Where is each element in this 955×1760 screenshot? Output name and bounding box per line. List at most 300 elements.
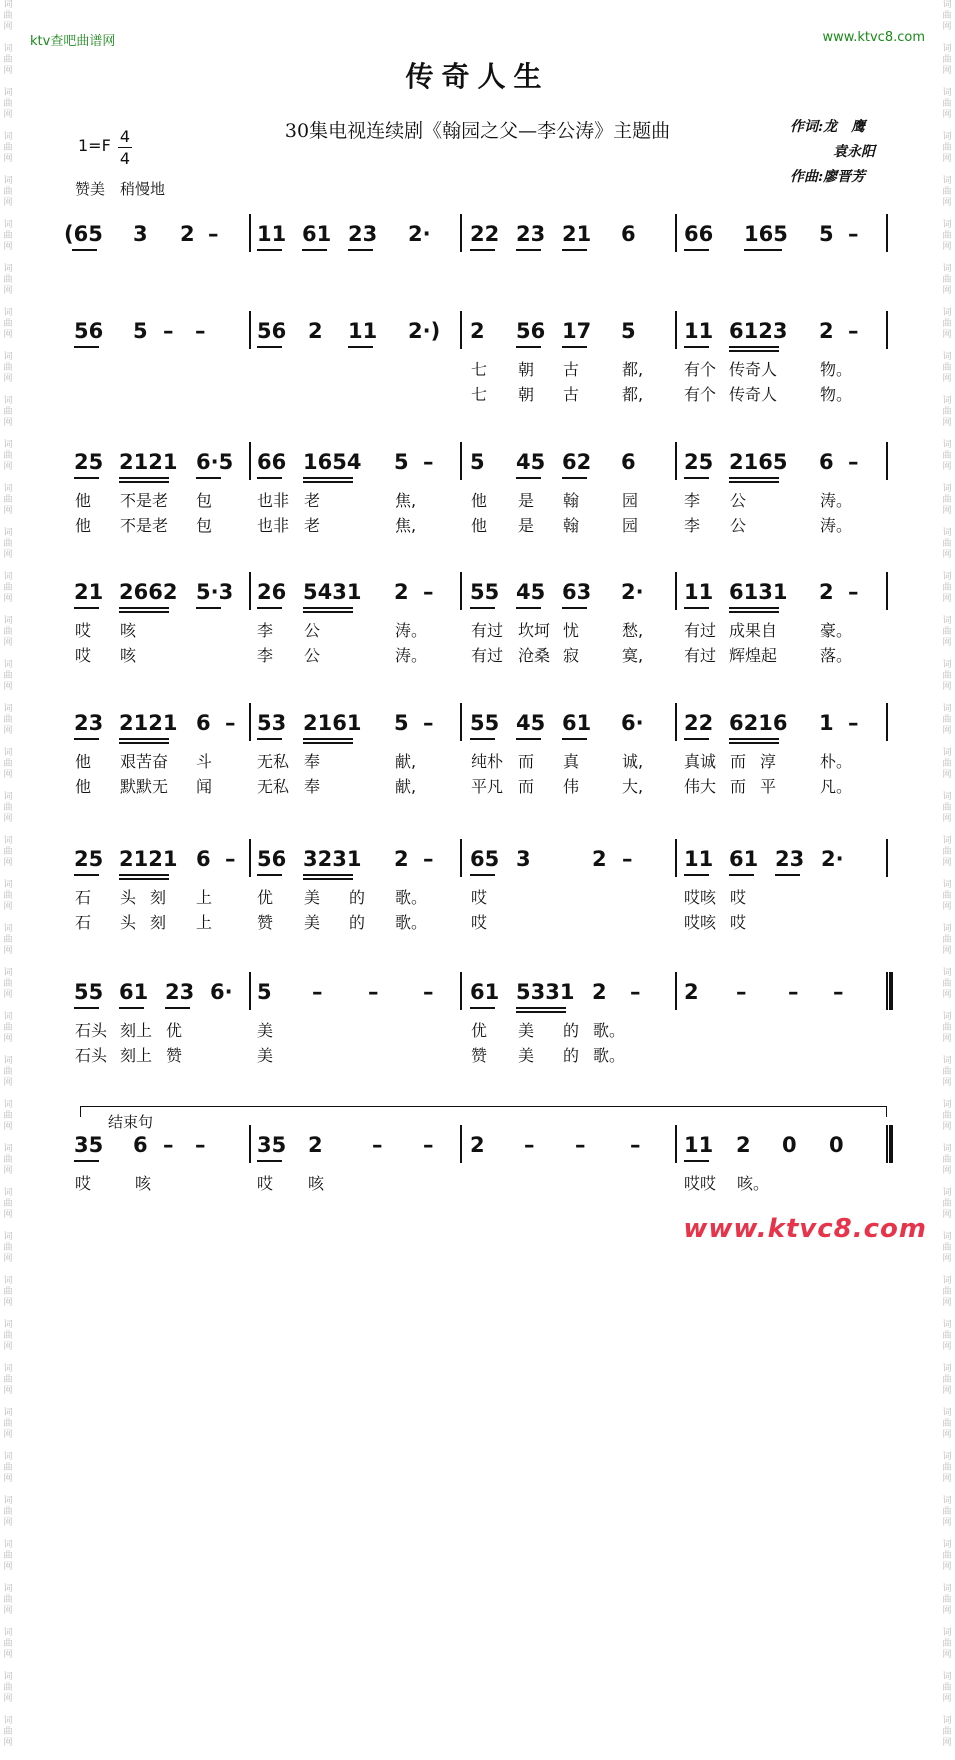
beam-line (470, 249, 495, 251)
lyric-word: 凡。 (820, 777, 853, 796)
watermark-char: 词 (3, 132, 13, 142)
note-group: 17 (562, 319, 592, 343)
lyric-word: 而 (518, 777, 535, 796)
note-group: 2 (180, 222, 195, 246)
watermark-char: 曲 (3, 319, 13, 329)
lyric-word: 歌。 (395, 913, 428, 932)
note-group: 45 (516, 450, 546, 474)
beam-line (257, 738, 282, 740)
beam-line (119, 481, 169, 483)
watermark-char: 词 (942, 1188, 952, 1198)
lyric-word: 落。 (820, 646, 853, 665)
lyric-word: 哎 (471, 888, 488, 907)
watermark-gap (939, 561, 955, 572)
watermark-gap (939, 1177, 955, 1188)
watermark-char: 网 (942, 22, 952, 32)
note-group: 2·) (408, 319, 441, 343)
watermark-char: 词 (3, 176, 13, 186)
lyric-word: 优 (471, 1021, 488, 1040)
watermark-gap (939, 517, 955, 528)
bar-line (675, 703, 677, 741)
watermark-char: 网 (3, 1738, 13, 1748)
note-group: 2 (308, 319, 323, 343)
note-group: 2· (821, 847, 844, 871)
watermark-char: 词 (3, 924, 13, 934)
watermark-gap (939, 1045, 955, 1056)
lyric-word: 咳 (120, 646, 137, 665)
watermark-char: 曲 (942, 583, 952, 593)
watermark-gap (939, 473, 955, 484)
watermark-char: 词 (942, 88, 952, 98)
beam-line (303, 742, 353, 744)
lyric-word: 伟大 (684, 777, 717, 796)
lyric-word: 寞, (622, 646, 644, 665)
watermark-gap (0, 913, 16, 924)
watermark-char: 网 (3, 1650, 13, 1660)
watermark-char: 网 (942, 946, 952, 956)
watermark-gap (939, 341, 955, 352)
watermark-gap (0, 1089, 16, 1100)
watermark-gap (0, 1133, 16, 1144)
watermark-char: 词 (3, 748, 13, 758)
beam-line (516, 249, 541, 251)
beam-line (257, 607, 282, 609)
beam-line (119, 738, 169, 740)
lyric-word: 石头 (75, 1021, 108, 1040)
lyric-word: 美 (304, 913, 321, 932)
beam-line (562, 249, 587, 251)
site-name-left: ktv查吧曲谱网 (30, 34, 116, 49)
watermark-char: 曲 (3, 1023, 13, 1033)
lyric-word: 物。 (820, 385, 853, 404)
beam-line (74, 1007, 99, 1009)
watermark-char: 词 (942, 1012, 952, 1022)
lyric-word: 焦, (395, 516, 417, 535)
note-group: – (736, 980, 747, 1004)
watermark-gap (0, 825, 16, 836)
note-group: 5 (257, 980, 272, 1004)
watermark-char: 词 (942, 176, 952, 186)
note-group: 1654 (303, 450, 362, 474)
note-group: 66 (257, 450, 287, 474)
watermark-gap (0, 1573, 16, 1584)
watermark-gap (939, 1309, 955, 1320)
watermark-char: 网 (3, 1254, 13, 1264)
bar-line-end (886, 572, 888, 610)
lyric-word: 他 (75, 777, 92, 796)
lyric-word: 都, (622, 385, 644, 404)
watermark-char: 网 (942, 418, 952, 428)
watermark-gap (939, 297, 955, 308)
watermark-char: 网 (3, 990, 13, 1000)
watermark-gap (0, 385, 16, 396)
watermark-gap (0, 1177, 16, 1188)
watermark-char: 词 (3, 1320, 13, 1330)
watermark-char: 曲 (3, 847, 13, 857)
watermark-gap (0, 1441, 16, 1452)
beam-line (729, 742, 779, 744)
beam-line (196, 607, 221, 609)
watermark-right (939, 0, 955, 1748)
key-signature: 1=F (78, 136, 111, 155)
watermark-char: 词 (942, 308, 952, 318)
note-group: 2121 (119, 450, 178, 474)
watermark-char: 网 (942, 286, 952, 296)
watermark-char: 词 (3, 484, 13, 494)
note-group: 2 (470, 1133, 485, 1157)
lyric-word: 咳。 (737, 1174, 770, 1193)
watermark-char: 曲 (942, 319, 952, 329)
bar-line (675, 442, 677, 480)
watermark-char: 词 (3, 1056, 13, 1066)
lyric-word: 也非 (257, 491, 290, 510)
lyric-word: 淳 (760, 752, 777, 771)
note-group: 2 (394, 847, 409, 871)
bar-line (460, 214, 462, 252)
watermark-char: 曲 (942, 143, 952, 153)
lyric-word: 传奇人 (729, 385, 778, 404)
beam-line (516, 346, 541, 348)
watermark-char: 词 (3, 1188, 13, 1198)
lyric-word: 园 (622, 491, 639, 510)
watermark-char: 网 (942, 858, 952, 868)
watermark-gap (939, 1749, 955, 1760)
lyric-word: 包 (196, 516, 213, 535)
watermark-gap (0, 209, 16, 220)
note-group: – (423, 450, 434, 474)
watermark-gap (0, 33, 16, 44)
watermark-char: 网 (3, 242, 13, 252)
note-group: 0 (782, 1133, 797, 1157)
beam-line (348, 346, 373, 348)
lyric-word: 公 (730, 516, 747, 535)
watermark-char: 词 (942, 528, 952, 538)
watermark-char: 网 (3, 682, 13, 692)
note-group: 6· (621, 711, 644, 735)
watermark-char: 词 (3, 880, 13, 890)
note-group: 63 (562, 580, 592, 604)
beam-line (562, 738, 587, 740)
lyric-word: 大, (622, 777, 644, 796)
bar-line (249, 572, 251, 610)
watermark-char: 词 (942, 484, 952, 494)
note-group: (65 (64, 222, 103, 246)
watermark-char: 网 (942, 638, 952, 648)
note-group: – (163, 319, 174, 343)
beam-line (74, 874, 99, 876)
note-group: 2 (394, 580, 409, 604)
watermark-char: 词 (3, 396, 13, 406)
watermark-char: 词 (3, 1496, 13, 1506)
watermark-char: 曲 (3, 363, 13, 373)
lyric-word: 物。 (820, 360, 853, 379)
bar-line (460, 839, 462, 877)
note-group: 55 (470, 580, 500, 604)
note-group: 53 (257, 711, 287, 735)
watermark-char: 词 (3, 1276, 13, 1286)
beam-line (303, 738, 353, 740)
watermark-gap (939, 957, 955, 968)
watermark-char: 网 (942, 1562, 952, 1572)
watermark-char: 网 (3, 1342, 13, 1352)
lyric-word: 翰 (563, 491, 580, 510)
watermark-gap (0, 1309, 16, 1320)
lyric-word: 有过 (684, 621, 717, 640)
lyric-word: 朝 (518, 385, 535, 404)
bar-line (460, 972, 462, 1010)
beam-line (470, 1007, 495, 1009)
note-group: 55 (74, 980, 104, 1004)
lyric-word: 纯朴 (471, 752, 504, 771)
watermark-char: 词 (3, 1716, 13, 1726)
watermark-char: 词 (942, 880, 952, 890)
watermark-gap (939, 1573, 955, 1584)
watermark-char: 网 (3, 594, 13, 604)
beam-line (729, 874, 754, 876)
watermark-char: 网 (3, 814, 13, 824)
bar-line-end (886, 703, 888, 741)
watermark-gap (0, 1485, 16, 1496)
watermark-char: 曲 (3, 1551, 13, 1561)
watermark-char: 词 (3, 0, 13, 10)
note-group: – (225, 711, 236, 735)
watermark-char: 网 (942, 1122, 952, 1132)
beam-line (303, 878, 353, 880)
watermark-char: 词 (3, 44, 13, 54)
site-url-right: www.ktvc8.com (822, 30, 925, 45)
watermark-char: 网 (3, 462, 13, 472)
beam-line (257, 874, 282, 876)
lyric-word: 而 (730, 777, 747, 796)
watermark-char: 词 (942, 132, 952, 142)
watermark-char: 曲 (942, 891, 952, 901)
lyric-word: 园 (622, 516, 639, 535)
lyric-word: 涛。 (395, 646, 428, 665)
note-group: 25 (684, 450, 714, 474)
bar-line (249, 1125, 251, 1163)
watermark-gap (0, 561, 16, 572)
lyric-word: 哎 (471, 913, 488, 932)
watermark-gap (0, 473, 16, 484)
lyric-word: 而 (730, 752, 747, 771)
watermark-char: 网 (3, 330, 13, 340)
note-group: 45 (516, 711, 546, 735)
watermark-char: 网 (942, 902, 952, 912)
lyric-word: 辉煌起 (729, 646, 778, 665)
watermark-char: 网 (3, 374, 13, 384)
watermark-char: 曲 (3, 451, 13, 461)
beam-line (684, 477, 709, 479)
note-group: 65 (470, 847, 500, 871)
watermark-char: 词 (3, 264, 13, 274)
beam-line (775, 874, 800, 876)
time-signature-top: 4 (119, 127, 131, 146)
note-group: 2 (470, 319, 485, 343)
watermark-char: 词 (3, 1540, 13, 1550)
note-group: – (833, 980, 844, 1004)
note-group: 6 (819, 450, 834, 474)
watermark-char: 网 (3, 286, 13, 296)
watermark-char: 曲 (942, 275, 952, 285)
watermark-gap (0, 1661, 16, 1672)
note-group: 61 (119, 980, 149, 1004)
composer-name: 廖晋芳 (823, 169, 866, 185)
watermark-char: 曲 (3, 1507, 13, 1517)
watermark-gap (0, 649, 16, 660)
beam-line (470, 738, 495, 740)
watermark-char: 网 (3, 1474, 13, 1484)
watermark-char: 曲 (3, 1155, 13, 1165)
watermark-char: 网 (3, 110, 13, 120)
note-group: 6· (210, 980, 233, 1004)
watermark-char: 曲 (3, 99, 13, 109)
watermark-char: 词 (3, 1232, 13, 1242)
watermark-char: 网 (3, 418, 13, 428)
bar-line (675, 214, 677, 252)
watermark-char: 网 (942, 198, 952, 208)
watermark-char: 词 (942, 0, 952, 10)
lyric-word: 哎 (730, 913, 747, 932)
note-group: 21 (562, 222, 592, 246)
note-group: 5431 (303, 580, 362, 604)
watermark-char: 曲 (3, 803, 13, 813)
watermark-char: 网 (3, 902, 13, 912)
watermark-char: 网 (942, 462, 952, 472)
watermark-char: 词 (942, 968, 952, 978)
watermark-char: 词 (3, 352, 13, 362)
beam-line (119, 477, 169, 479)
note-group: – (630, 1133, 641, 1157)
beam-line (74, 607, 99, 609)
watermark-char: 网 (942, 1474, 952, 1484)
watermark-gap (0, 605, 16, 616)
watermark-char: 曲 (3, 143, 13, 153)
brand-logo: www.ktvc8.com (683, 1214, 927, 1244)
note-group: – (225, 847, 236, 871)
lyric-word: 咳 (120, 621, 137, 640)
lyric-word: 而 (518, 752, 535, 771)
watermark-char: 词 (3, 88, 13, 98)
beam-line (74, 738, 99, 740)
watermark-gap (939, 1089, 955, 1100)
lyric-word: 闻 (196, 777, 213, 796)
lyric-word: 哎 (257, 1174, 274, 1193)
beam-line (257, 477, 282, 479)
lyric-word: 七 (471, 360, 488, 379)
note-group: 56 (74, 319, 104, 343)
beam-line (303, 874, 353, 876)
watermark-char: 曲 (3, 1639, 13, 1649)
note-group: 6123 (729, 319, 788, 343)
watermark-char: 词 (3, 440, 13, 450)
watermark-char: 词 (942, 924, 952, 934)
watermark-char: 曲 (942, 99, 952, 109)
beam-line (119, 1007, 144, 1009)
beam-line (729, 738, 779, 740)
watermark-char: 曲 (3, 583, 13, 593)
lyric-word: 哎 (75, 646, 92, 665)
lyric-word: 的 (349, 888, 366, 907)
beam-line (684, 874, 709, 876)
watermark-gap (939, 649, 955, 660)
watermark-gap (0, 1353, 16, 1364)
note-group: 6 (133, 1133, 148, 1157)
note-group: 22 (684, 711, 714, 735)
watermark-gap (0, 517, 16, 528)
watermark-char: 网 (942, 1078, 952, 1088)
watermark-char: 曲 (942, 671, 952, 681)
watermark-left (0, 0, 16, 1748)
watermark-char: 网 (942, 1650, 952, 1660)
beam-line (303, 477, 353, 479)
note-group: 2 (819, 319, 834, 343)
beam-line (516, 1007, 566, 1009)
note-group: – (163, 1133, 174, 1157)
lyric-word: 无私 (257, 777, 290, 796)
watermark-char: 词 (3, 220, 13, 230)
beam-line (684, 249, 709, 251)
watermark-char: 曲 (3, 275, 13, 285)
watermark-char: 词 (3, 968, 13, 978)
lyric-word: 他 (75, 491, 92, 510)
watermark-char: 词 (942, 1364, 952, 1374)
bar-line (460, 703, 462, 741)
watermark-char: 词 (942, 1144, 952, 1154)
watermark-char: 网 (942, 66, 952, 76)
bar-line (460, 311, 462, 349)
watermark-char: 曲 (942, 1375, 952, 1385)
note-group: 23 (516, 222, 546, 246)
lyric-word: 老 (304, 491, 321, 510)
note-group: – (524, 1133, 535, 1157)
watermark-char: 曲 (942, 1023, 952, 1033)
note-group: 2· (408, 222, 431, 246)
watermark-char: 词 (3, 1144, 13, 1154)
lyric-word: 翰 (563, 516, 580, 535)
watermark-gap (939, 1485, 955, 1496)
watermark-char: 词 (942, 1408, 952, 1418)
watermark-gap (939, 869, 955, 880)
beam-line (74, 346, 99, 348)
watermark-char: 网 (3, 1694, 13, 1704)
lyric-word: 平 (760, 777, 777, 796)
bar-line (675, 572, 677, 610)
lyric-word: 是 (518, 491, 535, 510)
watermark-char: 网 (3, 1298, 13, 1308)
coda-label: 结束句 (108, 1113, 154, 1131)
watermark-char: 曲 (3, 11, 13, 21)
watermark-char: 词 (942, 1320, 952, 1330)
note-group: 2 (684, 980, 699, 1004)
watermark-char: 网 (942, 550, 952, 560)
watermark-char: 网 (3, 946, 13, 956)
beam-line (119, 607, 169, 609)
watermark-char: 词 (3, 1100, 13, 1110)
watermark-char: 曲 (3, 1727, 13, 1737)
watermark-gap (939, 913, 955, 924)
beam-line (729, 477, 779, 479)
watermark-char: 曲 (942, 1199, 952, 1209)
watermark-char: 词 (942, 1232, 952, 1242)
watermark-gap (0, 1045, 16, 1056)
lyric-word: 朝 (518, 360, 535, 379)
watermark-gap (939, 1529, 955, 1540)
beam-line (72, 249, 97, 251)
lyric-word: 真诚 (684, 752, 717, 771)
watermark-gap (0, 253, 16, 264)
watermark-char: 网 (3, 1518, 13, 1528)
lyric-word: 不是老 (120, 516, 169, 535)
